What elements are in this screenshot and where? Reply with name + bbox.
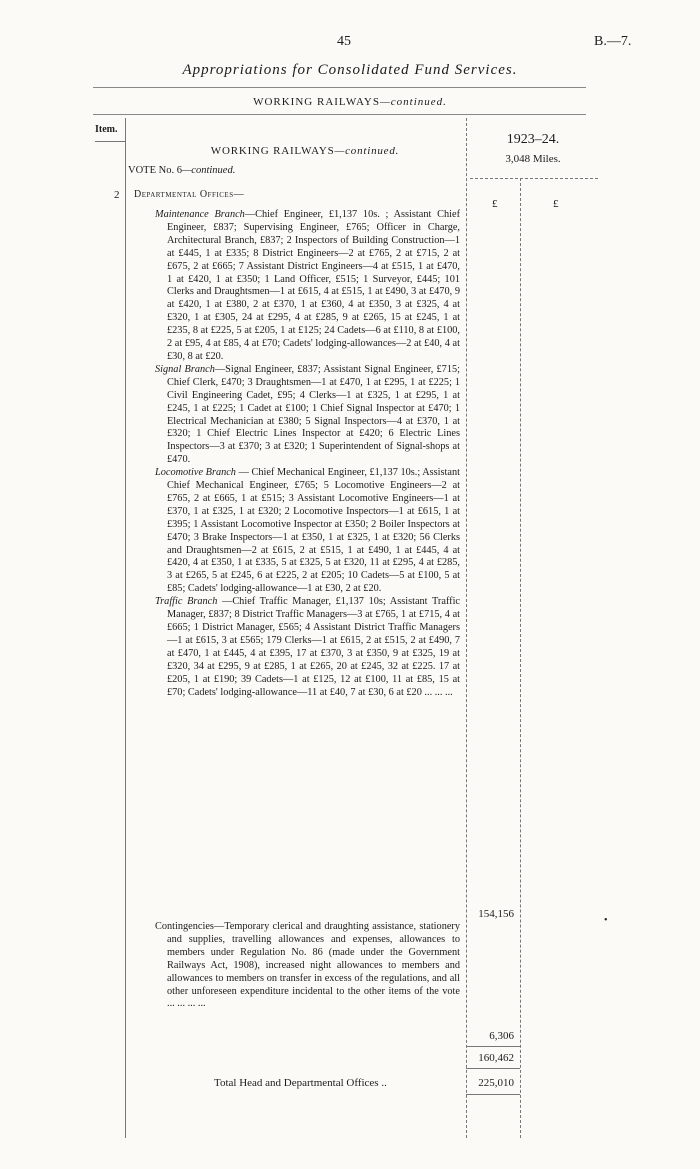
vote-continued: —continued. <box>181 165 236 176</box>
subtotal-amount: 160,462 <box>478 1052 514 1064</box>
item-column-header: Item. <box>95 124 118 135</box>
branch-text: — Chief Mechanical Engineer, £1,137 10s.; Assistant Chief Mechanical Engineer, £765; 5 Locomotive Engineers—2 at £765, 2 at £665, 1 at £515; 3 Assistant Locomotive Engineers—1 at £370, 1 at £325, 1 at £320; 2 Locomotive Inspectors—1 at £615, 1 at £395; 1 Assistant Locomotive Inspector at £350; 2 Boiler Inspectors at £470; 3 Brake Inspectors—1 at £350, 1 at £325, 1 at £320; 56 Clerks and Draughtsmen—2 at £615, 2 at £515, 1 at £490, 1 at £445, 4 at £420, 4 at £350, 1 at £335, 5 at £325, 5 at £320, 11 at £295, 4 at £285, 3 at £265, 5 at £245, 6 at £225, 2 at £205; 10 Cadets—5 at £100, 5 at £85; Cadets' lodging-allowance—1 at £30, 2 at £20. <box>167 467 460 595</box>
subtotal-column-rule <box>520 178 521 1138</box>
pound-symbol-right: £ <box>553 198 559 210</box>
vote-text: VOTE No. 6 <box>128 165 182 176</box>
branch-name: Locomotive Branch <box>155 467 236 479</box>
branches-amount: 154,156 <box>478 908 514 920</box>
miles-header: 3,048 Miles. <box>505 153 561 165</box>
branch-text: —Chief Traffic Manager, £1,137 10s; Assistant Traffic Manager, £837; 8 District Traffic Managers—3 at £765, 1 at £715, 4 at £665; 1 District Manager, £565; 4 Assistant District Traffic Managers—1 at £615, 3 at £565; 179 Clerks—1 at £615, 2 at £515, 2 at £490, 7 at £470, 1 at £445, 4 at £395, 17 at £370, 3 at £350, 9 at £325, 19 at £320, 34 at £295, 9 at £285, 1 at £265, 20 at £245, 32 at £225. 17 at £205, 1 at £190; 39 Cadets—1 at £125, 12 at £100, 11 at £85, 15 at £70; Cadets' lodging-allowance—11 at £40, 7 at £30, 6 at £20 ... ... ... <box>167 596 460 698</box>
branch-text: —Chief Engineer, £1,137 10s. ; Assistant Chief Engineer, £837; Supervising Engineer, £765; Officer in Charge, Architectural Branch, £837; 2 Inspectors of Building Construction—1 at £445, 1 at £335; 8 District Engineers—2 at £765, 2 at £715, 2 at £675, 2 at £665; 7 Assistant District Engineers—4 at £515, 1 at £470, 1 at £420, 1 at £350; 1 Land Officer, £515; 1 Surveyor, £445; 101 Clerks and Draughtsmen—1 at £615, 4 at £515, 1 at £490, 3 at £470, 9 at £420, 1 at £380, 2 at £370, 1 at £360, 4 at £350, 3 at £325, 4 at £320, 1 at £305, 24 at £295, 4 at £285, 9 at £265, 15 at £245, 1 at £235, 8 at £225, 5 at £205, 1 at £125; 24 Cadets—6 at £110, 8 at £100, 2 at £95, 4 at £85, 4 at £70; Cadets' lodging-allowances—2 at £40, 4 at £30, 8 at £20. <box>167 209 460 362</box>
amount-column-rule <box>466 118 467 1138</box>
subtitle-text: WORKING RAILWAYS <box>253 96 380 108</box>
item-column-rule <box>125 118 126 1138</box>
year-header-rule <box>470 178 598 179</box>
total-label: Total Head and Departmental Offices .. <box>214 1077 387 1089</box>
contingencies-paragraph: Contingencies—Temporary clerical and draughting assistance, stationery and supplies, travelling allowances and expenses, allowances to members under Regulation No. 86 (made under the Government Railways Act, 1908), increased night allowances to members and allowances to members on transfer in excess of the regulations, and all other unforeseen expenditure incidental to the other items of the vote ... ... ... ... <box>155 921 460 1010</box>
subtitle-rule <box>93 114 586 115</box>
branch-paragraph <box>155 364 460 467</box>
subtotal-sum-rule <box>466 1068 520 1069</box>
vote-heading <box>128 165 235 176</box>
pound-symbol-left: £ <box>492 198 498 210</box>
branches-block <box>155 209 460 699</box>
branch-name: Maintenance Branch <box>155 209 245 220</box>
page-title: Appropriations for Consolidated Fund Services. <box>182 62 518 78</box>
page-reference: B.—7. <box>594 34 632 49</box>
section-title <box>150 145 460 157</box>
item-number: 2 <box>114 189 120 201</box>
branch-paragraph <box>155 596 460 699</box>
page-number: 45 <box>337 34 351 49</box>
item-header-rule <box>95 141 125 142</box>
year-header: 1923–24. <box>506 132 560 147</box>
subtitle-continued: —continued. <box>380 96 447 108</box>
department-heading: Departmental Offices— <box>134 189 245 200</box>
title-rule <box>93 87 586 88</box>
page-subtitle <box>0 96 700 108</box>
stray-dot: • <box>604 915 608 926</box>
branch-paragraph <box>155 209 460 364</box>
section-title-continued: —continued. <box>334 145 400 157</box>
contingencies-block <box>155 921 460 1011</box>
total-sum-rule <box>466 1094 520 1095</box>
section-title-text: WORKING RAILWAYS <box>210 145 335 157</box>
total-amount: 225,010 <box>478 1077 514 1089</box>
branch-name: Traffic Branch <box>155 596 218 608</box>
branch-paragraph <box>155 467 460 596</box>
contingencies-amount: 6,306 <box>489 1030 514 1042</box>
branch-name: Signal Branch <box>155 363 215 375</box>
contingency-sum-rule <box>466 1046 520 1047</box>
branch-text: —Signal Engineer, £837; Assistant Signal Engineer, £715; Chief Clerk, £470; 3 Draughtsmen—1 at £470, 1 at £295, 1 at £225; 1 Civil Engineering Cadet, £95; 4 Clerks—1 at £325, 1 at £295, 1 at £245, 1 at £225; 1 Cadet at £100; 1 Chief Signal Inspector at £470; 1 Electrical Mechanician at £380; 5 Signal Inspectors—4 at £370, 1 at £320; 1 Chief Electric Lines Inspector at £420; 6 Electric Lines Inspectors—3 at £370; 3 at £320; 1 Superintendent of Signal-shops at £470. <box>167 363 460 466</box>
